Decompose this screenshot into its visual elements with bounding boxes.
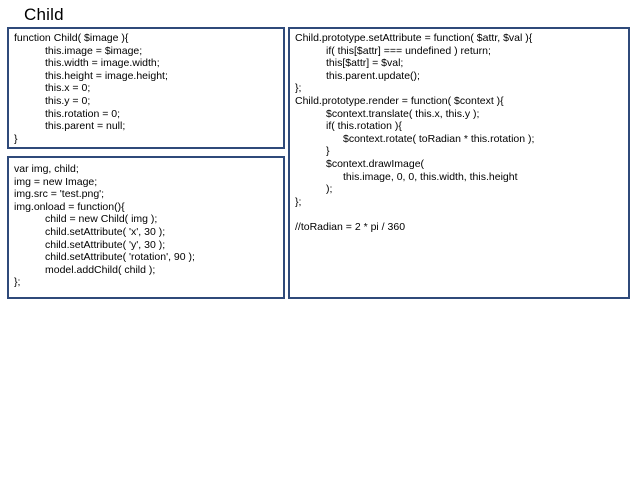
code-line: } — [14, 132, 18, 145]
code-line: this.y = 0; — [45, 94, 91, 107]
image-loading-code-box — [7, 156, 285, 299]
slide-title: Child — [24, 5, 64, 24]
code-line: this.width = image.width; — [45, 57, 160, 70]
code-block — [14, 163, 195, 289]
code-line: this.image = $image; — [45, 44, 143, 57]
code-line: function Child( $image ){ — [14, 32, 129, 44]
code-line: } — [326, 145, 330, 158]
code-line: child.setAttribute( 'y', 30 ); — [45, 238, 166, 251]
code-line: this.rotation = 0; — [45, 107, 121, 120]
code-block — [295, 32, 534, 234]
code-line: if( this.rotation ){ — [326, 120, 402, 133]
code-line: this[$attr] = $val; — [326, 57, 404, 70]
code-line: model.addChild( child ); — [45, 263, 156, 276]
code-line: img.src = 'test.png'; — [14, 188, 105, 201]
code-line: Child.prototype.setAttribute = function( $attr, $val ){ — [295, 32, 533, 44]
code-line: this.parent.update(); — [326, 69, 420, 82]
code-line: $context.translate( this.x, this.y ); — [326, 107, 480, 120]
code-line: this.x = 0; — [45, 82, 91, 95]
code-line: }; — [295, 195, 302, 208]
prototype-methods-code-box — [288, 27, 630, 299]
code-line: this.height = image.height; — [45, 69, 168, 82]
code-line: }; — [14, 276, 21, 289]
code-line: this.parent = null; — [45, 120, 126, 133]
code-line: var img, child; — [14, 163, 79, 175]
child-constructor-code-box — [7, 27, 285, 149]
code-line: Child.prototype.render = function( $context ){ — [295, 94, 504, 107]
code-block — [14, 32, 168, 145]
code-line: child.setAttribute( 'x', 30 ); — [45, 225, 166, 238]
code-line: img.onload = function(){ — [14, 200, 125, 213]
code-line: child = new Child( img ); — [45, 213, 158, 226]
code-line: }; — [295, 82, 302, 95]
code-line: //toRadian = 2 * pi / 360 — [295, 220, 406, 233]
code-line: this.image, 0, 0, this.width, this.height — [343, 170, 518, 183]
code-line: ); — [326, 183, 333, 196]
code-line: if( this[$attr] === undefined ) return; — [326, 44, 491, 57]
code-line — [295, 208, 534, 221]
code-line: img = new Image; — [14, 175, 98, 188]
code-line: child.setAttribute( 'rotation', 90 ); — [45, 251, 195, 264]
code-line: $context.drawImage( — [326, 157, 425, 170]
code-line: $context.rotate( toRadian * this.rotation ); — [343, 132, 535, 145]
